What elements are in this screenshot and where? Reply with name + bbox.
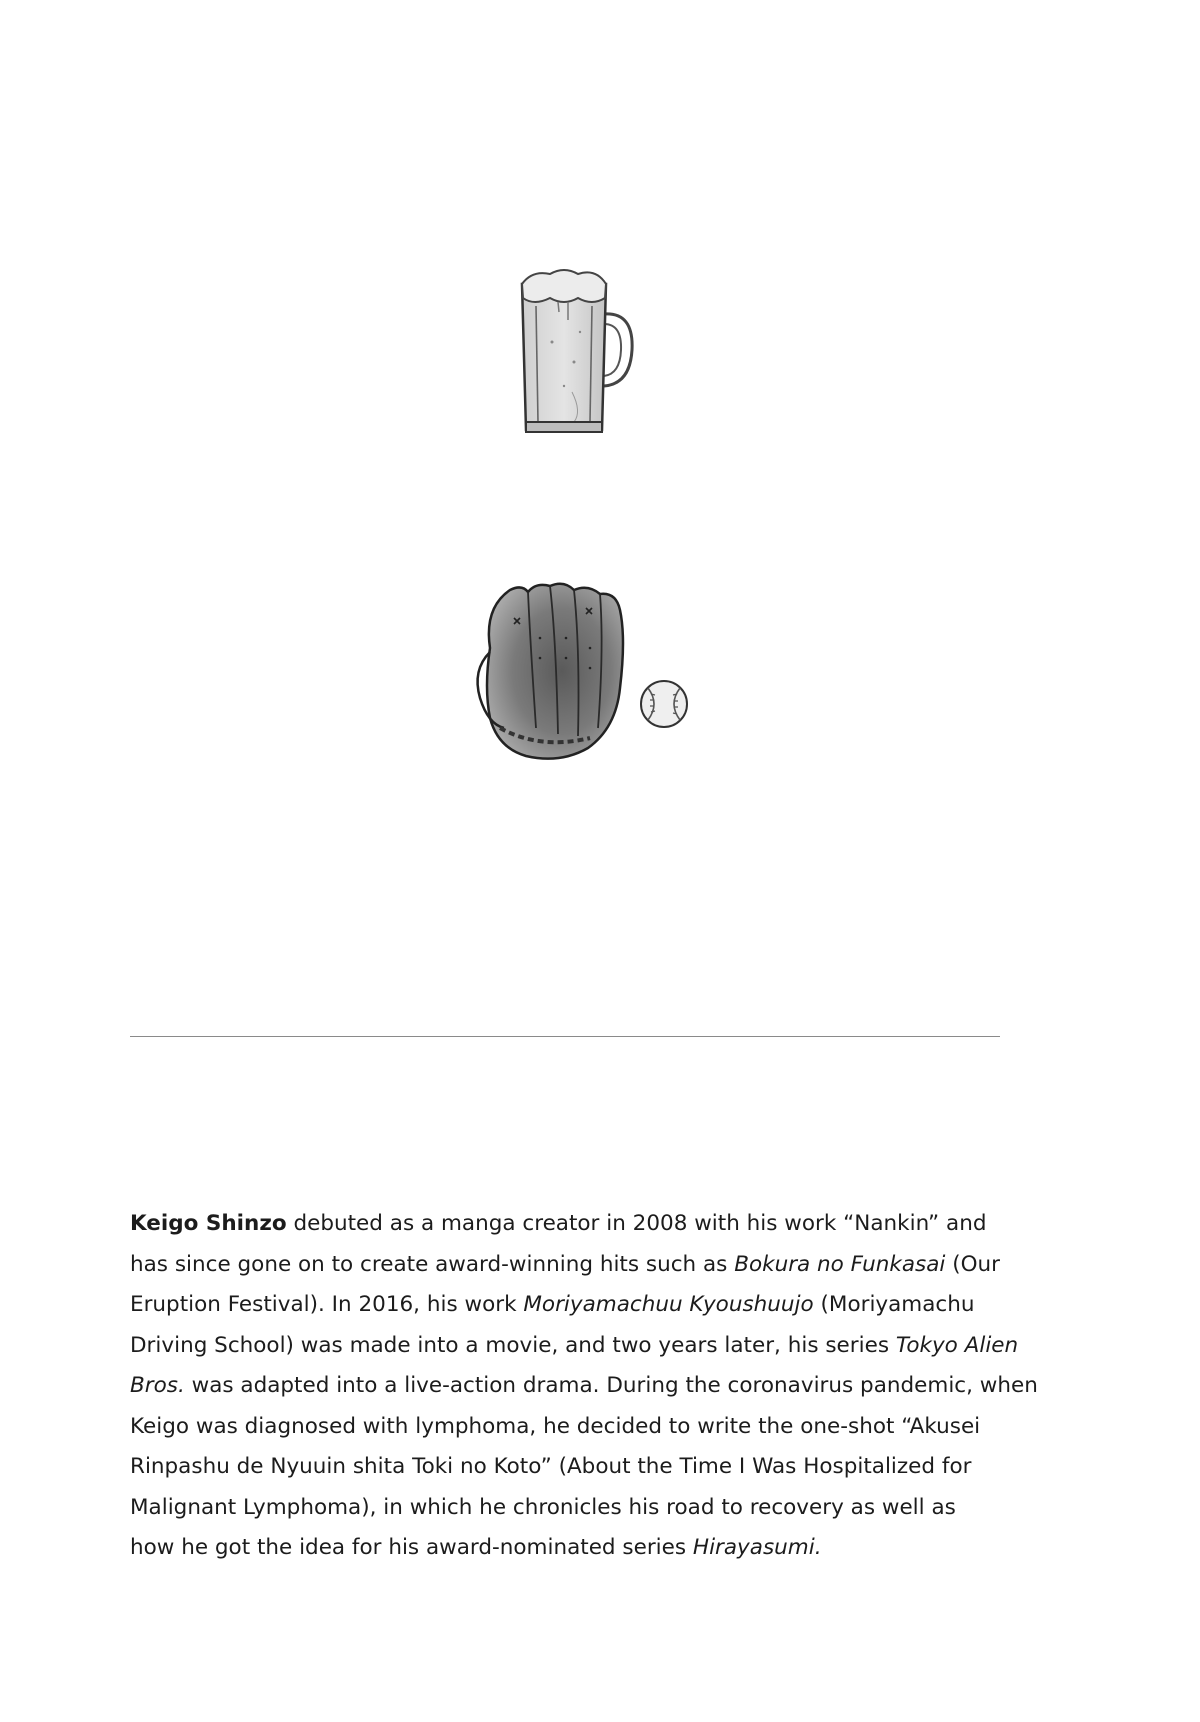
work-title: Hirayasumi. [692,1535,822,1560]
bio-text: has since gone on to create award-winning hits such as [130,1251,735,1277]
bio-text: Keigo was diagnosed with lymphoma, he decided to write the one-shot “Akusei [130,1413,981,1439]
author-bio [130,1204,1038,1569]
bio-text: Rinpashu de Nyuuin shita Toki no Koto” (About the Time I Was Hospitalized for [130,1454,972,1479]
section-divider [130,1036,1000,1037]
bio-text: Driving School) was made into a movie, and two years later, his series [130,1332,896,1358]
bio-text: was adapted into a live-action drama. During the coronavirus pandemic, when [184,1373,1038,1398]
bio-text: (Our [945,1251,1001,1277]
bio-text: debuted as a manga creator in 2008 with his work “Nankin” and [286,1211,987,1236]
work-title: Bros. [130,1373,185,1398]
beer-mug-icon [512,262,638,442]
work-title: Tokyo Alien [895,1332,1019,1358]
bio-line [130,1204,1010,1245]
work-title: Bokura no Funkasai [734,1251,946,1277]
bio-line [130,1488,1010,1529]
bio-line [130,1528,1010,1569]
author-name: Keigo Shinzo [130,1211,287,1236]
baseball-glove-icon [470,578,700,778]
bio-line [130,1366,1038,1407]
work-title: Moriyamachuu Kyoushuujo [523,1292,814,1317]
bio-text: how he got the idea for his award-nominated series [130,1535,693,1560]
bio-text: Eruption Festival). In 2016, his work [130,1292,524,1317]
bio-text: Malignant Lymphoma), in which he chronicles his road to recovery as well as [130,1494,956,1520]
bio-line [130,1245,1010,1286]
bio-line [130,1326,1019,1367]
bio-text: (Moriyamachu [813,1292,975,1317]
baseball-icon [641,681,687,727]
bio-line [130,1407,1010,1448]
bio-line [130,1285,1010,1326]
bio-line [130,1447,1010,1488]
